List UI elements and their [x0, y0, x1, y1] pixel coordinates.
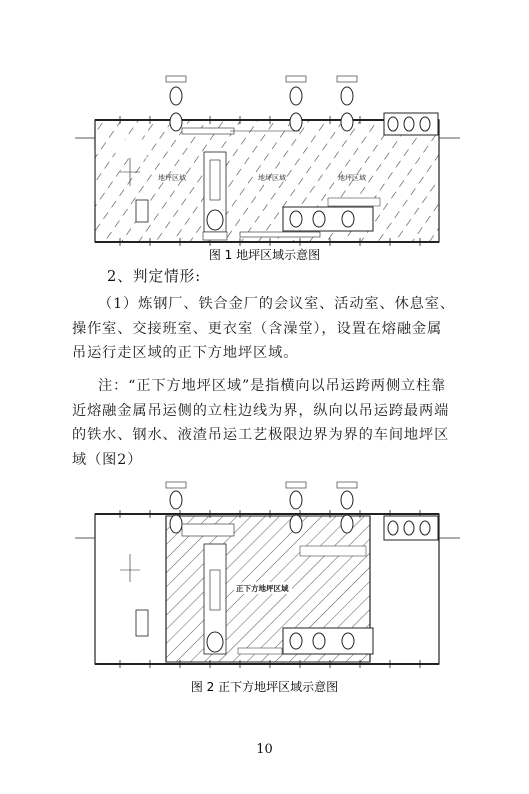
area-label-mid: 地坪区域 [258, 174, 286, 182]
paragraph-2 [72, 374, 472, 472]
paragraph-2-line: 的铁水、钢水、液渣吊运工艺极限边界为界的车间地坪区 [72, 427, 450, 443]
figure-2-caption: 图 2 正下方地坪区域示意图 [190, 680, 339, 694]
paragraph-1 [72, 292, 472, 366]
figure-2-drawing [0, 470, 529, 700]
paragraph-1-line: 操作室、交接班室、更衣室（含澡堂），设置在熔融金属 [72, 320, 443, 337]
paragraph-2-line: 注：“正下方地坪区域”是指横向以吊运跨两侧立柱靠 [98, 378, 447, 394]
page-number: 10 [256, 742, 273, 757]
figure-1-drawing [0, 0, 529, 262]
section-heading: 2、判定情形: [107, 268, 202, 285]
paragraph-2-line: 近熔融金属吊运侧的立柱边线为界，纵向以吊运跨最两端 [72, 402, 450, 419]
paragraph-1-line: 吊运行走区域的正下方地坪区域。 [72, 345, 299, 361]
area-label-left: 地坪区域 [158, 174, 186, 182]
paragraph-1-line: （1）炼钢厂、铁合金厂的会议室、活动室、休息室、 [98, 296, 455, 312]
area-label-right: 地坪区域 [338, 174, 366, 182]
paragraph-2-line: 域（图2） [72, 451, 143, 468]
area-label: 正下方地坪区域 [236, 584, 289, 593]
figure-2 [0, 470, 529, 700]
figure-1-caption: 图 1 地坪区域示意图 [208, 248, 321, 262]
figure-1 [0, 0, 529, 262]
